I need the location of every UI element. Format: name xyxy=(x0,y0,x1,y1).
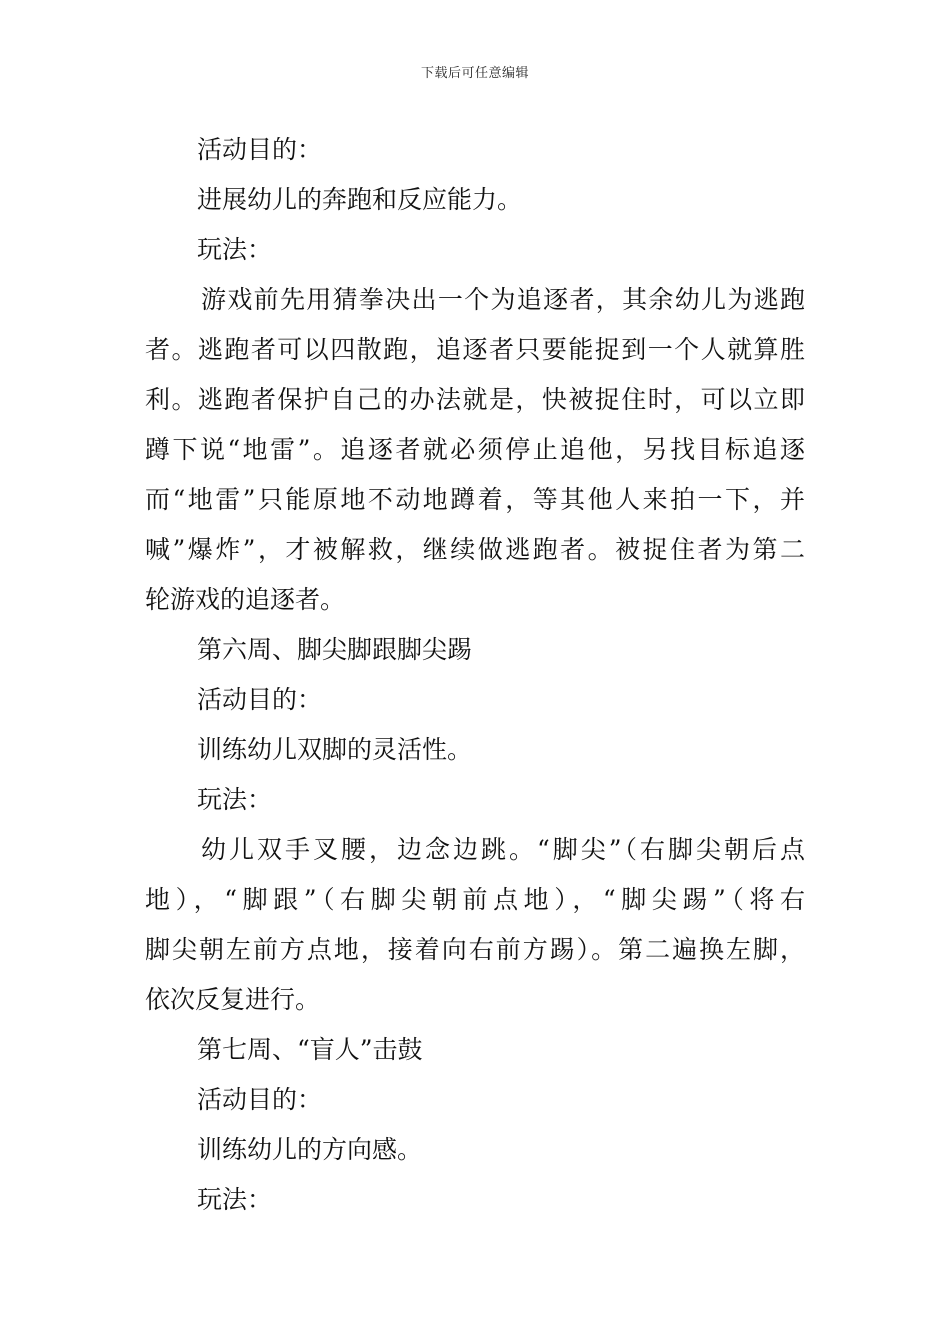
paragraph-line: 依次反复进行。 xyxy=(145,985,321,1014)
section-label-rules: 玩法： xyxy=(197,235,273,264)
paragraph-line: 利。逃跑者保护自己的办法就是，快被捉住时，可以立即 xyxy=(145,385,805,414)
paragraph-line: 幼儿双手叉腰，边念边跳。“脚尖”（右脚尖朝后点 xyxy=(201,835,805,864)
section-label-goal: 活动目的： xyxy=(197,1085,323,1114)
paragraph-line: 地），“脚跟”（右脚尖朝前点地），“脚尖踢”（将右 xyxy=(145,885,805,914)
goal-text: 训练幼儿双脚的灵活性。 xyxy=(197,735,473,764)
section-label-goal: 活动目的： xyxy=(197,685,323,714)
paragraph-line: 喊”爆炸”，才被解救，继续做逃跑者。被捉住者为第二 xyxy=(145,535,805,564)
page-header-note: 下载后可任意编辑 xyxy=(420,66,529,81)
section-heading-week6: 第六周、脚尖脚跟脚尖踢 xyxy=(197,635,473,664)
section-label-rules: 玩法： xyxy=(197,1185,273,1214)
section-label-goal: 活动目的： xyxy=(197,135,323,164)
paragraph-line: 轮游戏的追逐者。 xyxy=(145,585,346,614)
document-body xyxy=(145,125,805,1225)
goal-text: 进展幼儿的奔跑和反应能力。 xyxy=(197,185,523,214)
section-label-rules: 玩法： xyxy=(197,785,273,814)
paragraph-line: 而“地雷”只能原地不动地蹲着，等其他人来拍一下，并 xyxy=(145,485,805,514)
paragraph-line: 游戏前先用猜拳决出一个为追逐者，其余幼儿为逃跑 xyxy=(201,285,805,314)
paragraph-line: 者。逃跑者可以四散跑，追逐者只要能捉到一个人就算胜 xyxy=(145,335,805,364)
paragraph-line: 脚尖朝左前方点地，接着向右前方踢）。第二遍换左脚， xyxy=(145,935,805,964)
section-heading-week7: 第七周、“盲人”击鼓 xyxy=(197,1035,423,1064)
paragraph-line: 蹲下说“地雷”。追逐者就必须停止追他，另找目标追逐 xyxy=(145,435,805,464)
goal-text: 训练幼儿的方向感。 xyxy=(197,1135,423,1164)
